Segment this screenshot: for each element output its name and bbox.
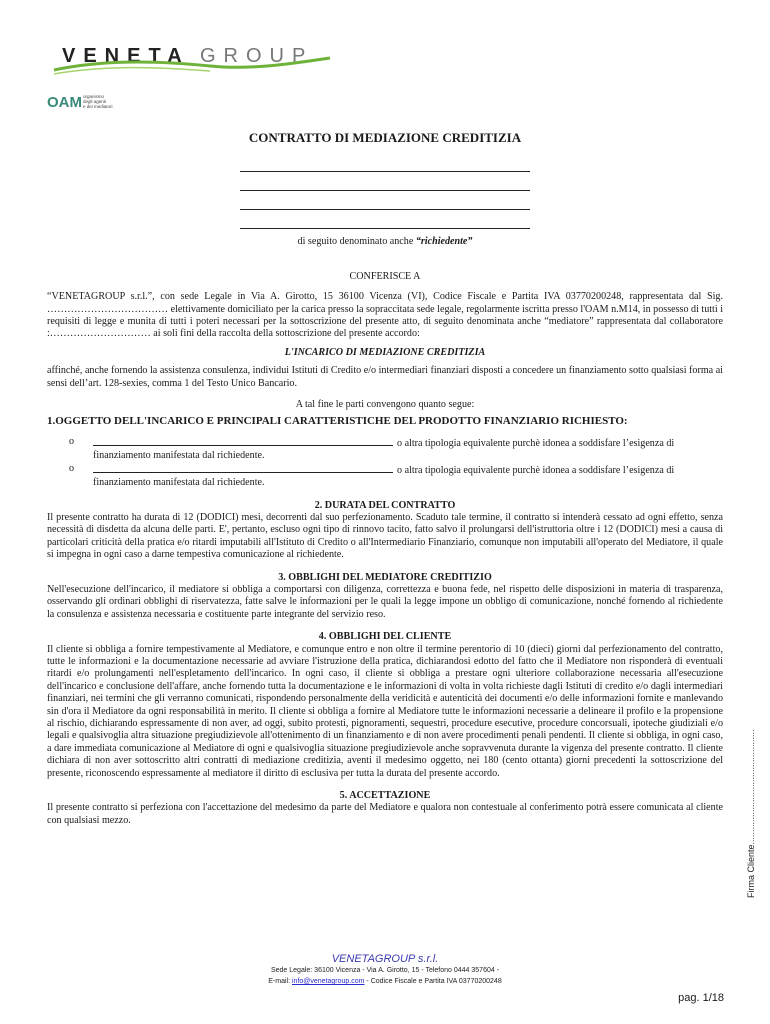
incarico-heading: L'INCARICO DI MEDIAZIONE CREDITIZIA [284,346,486,358]
document-title: CONTRATTO DI MEDIAZIONE CREDITIZIA [248,130,522,145]
intro-paragraph: “VENETAGROUP s.r.l.”, con sede Legale in Via A. Girotto, 15 36100 Vicenza (VI), Codice Fiscale e Partita IVA 03770200248, rappresentata dal Sig. ……………………………… elettivamente domiciliato per la carica presso la sopraccitata sede legale, regolarmente iscritta presso l'OAM n.M14, in possesso di tutti i requisiti di legge e munita di tutti i poteri necessari per la sottoscrizione del presente atto, di seguito denominata anche “mediatore” rappresentata dal collaboratore :………………………… ai soli fini della raccolta della sottoscrizione del presente accordo: [47,291,723,340]
section3-heading: 3. OBBLIGHI DEL MEDIATORE CREDITIZIO [278,571,492,583]
blank-line-1[interactable] [240,160,530,172]
footer-address: Sede Legale: 36100 Vicenza - Via A. Girotto, 15 - Telefono 0444 357604 - [270,967,500,974]
logo-main-text: VENETA [62,45,190,67]
oam-sub3: e dei mediatori [83,104,113,109]
blank-line-4[interactable] [240,217,530,229]
signature-field[interactable]: Firma Cliente.............................................. [746,729,756,898]
section2-heading: 2. DURATA DEL CONTRATTO [314,499,456,511]
venetagroup-logo [50,44,340,84]
product-blank-1[interactable] [93,436,393,446]
footer-vat: - Codice Fiscale e Partita IVA 03770200248 [364,978,502,985]
product-blank-2[interactable] [93,463,393,473]
section4-heading: 4. OBBLIGHI DEL CLIENTE [318,631,452,643]
logo-swoosh-light [54,68,210,74]
list-item [47,463,723,490]
conferisce-heading: CONFERISCE A [349,270,421,282]
footer-email-link[interactable]: info@venetagroup.com [292,978,365,985]
footer-brand: VENETAGROUP s.r.l. [331,953,439,965]
list-item [47,436,723,463]
contract-body [47,132,723,827]
oam-sub1: organismo [83,94,105,99]
oam-sub2: degli agenti [83,99,107,104]
footer-contact [0,976,770,987]
section5-text: Il presente contratto si perfeziona con l'accettazione del medesimo da parte del Mediatore e qualora non contestuale al conferimento potrà essere comunicata al cliente con qualsiasi mezzo. [47,802,723,826]
section1-heading: 1.OGGETTO DELL'INCARICO E PRINCIPALI CARATTERISTICHE DEL PRODOTTO FINANZIARIO RICHIESTO: [47,415,628,428]
list-item-text: o altra tipologia equivalente purchè idonea a soddisfare l’esigenza di finanziamento manifestata dal richiedente. [93,464,675,489]
section3-text: Nell'esecuzione dell'incarico, il mediatore si obbliga a comportarsi con diligenza, correttezza e buona fede, nel rispetto delle disposizioni in materia di trasparenza, osservando gli ordinari obblighi di riservatezza, fatte salve le informazioni per le quali la legge impone un obbligo di comunicazione, nonché fornendo al richiedente la consulenza e assistenza necessaria e costituente parte integrante del servizio reso. [47,583,723,620]
bullet-icon: o [69,462,75,474]
oam-text: OAM [47,94,82,111]
incarico-paragraph: affinché, anche fornendo la assistenza consulenza, individui Istituti di Credito e/o intermediari finanziari disposti a concedere un finanziamento sotto qualsiasi forma ai sensi dell’art. 128-sexies, comma 1 del Testo Unico Bancario. [47,365,723,389]
oam-logo [47,92,127,112]
section2-text: Il presente contratto ha durata di 12 (DODICI) mesi, decorrenti dal suo perfezionamento. Scaduto tale termine, il contratto si intenderà cessato ad ogni effetto, senza necessità di disdetta da alcuna delle parti. E', pertanto, escluso ogni tipo di rinnovo tacito, fatto salvo il prolungarsi dell'istruttoria oltre i 12 (DODICI) mesi a causa di particolari criticità della pratica e/o ritardi imputabili all'Istituto di Credito o all'Intermediario Finanziario, comunque non imputabili all'operato del Mediatore, il quale si impegna in ogni caso a darne tempestiva comunicazione al richiedente. [47,511,723,561]
seguito-line [47,236,723,248]
section5-heading: 5. ACCETTAZIONE [339,790,431,802]
section1-list [47,436,723,490]
blank-line-2[interactable] [240,179,530,191]
footer-email-prefix: E-mail: [268,978,292,985]
seguito-prefix: di seguito denominato anche [297,236,416,248]
seguito-quote: “richiedente” [415,236,473,248]
list-item-text: o altra tipologia equivalente purchè idonea a soddisfare l’esigenza di finanziamento manifestata dal richiedente. [93,437,675,462]
a-tal-fine: A tal fine le parti convengono quanto segue: [295,399,475,411]
page-footer [0,953,770,987]
logo-sub-text: GROUP [200,45,314,67]
bullet-icon: o [69,435,75,447]
page-number: pag. 1/18 [678,992,724,1004]
section4-text: Il cliente si obbliga a fornire tempestivamente al Mediatore, e comunque entro e non oltre il termine perentorio di 10 (dieci) giorni dal perfezionamento del contratto, tutte le informazioni e la documentazione necessarie ad avviare l'istruzione della pratica, dichiarandosi edotto del fatto che il Mediatore non risponderà di eventuali ritardi e/o prolungamenti nell'espletamento dell'incarico. In ogni caso, il cliente si obbliga a prestare ogni ulteriore collaborazione necessaria all'esecuzione dell'incarico e conclusione dell'affare, anche fornendo tutta la documentazione e le informazioni di volta in volta richieste dagli Istituti di credito e/o dagli intermediari finanziari, nei termini che gli verranno comunicati, rispondendo personalmente della veridicità e autenticità dei documenti e/o delle informazioni fornite e manlevando sin d'ora il Mediatore da ogni responsabilità in merito. Il cliente si obbliga a fornire al Mediatore tutte le informazioni necessarie a delineare il profilo e la propensione al rischio, dichiarando espressamente di non aver, ad oggi, subito protesti, pignoramenti, sequestri, procedure esecutive, procedure concorsuali, ipoteche giudiziali e/o legali e qualsivoglia altra situazione pregiudizievole all'ottenimento di un finanziamento e di non avere procedimenti penali pendenti. Il cliente si obbliga, in ogni caso, a dare immediata comunicazione al Mediatore di ogni e qualsivoglia situazione pregiudizievole anche sopravvenuta durante la vigenza del presente contratto. Il cliente dichiara di non aver sottoscritto altri contratti di mediazione creditizia, aventi il medesimo oggetto, nei 180 (cento ottanta) giorni precedenti la sottoscrizione del presente, riconoscendo espressamente al mediatore il diritto di esclusiva per tutta la durata del presente accordo. [47,643,723,779]
blank-line-3[interactable] [240,198,530,210]
